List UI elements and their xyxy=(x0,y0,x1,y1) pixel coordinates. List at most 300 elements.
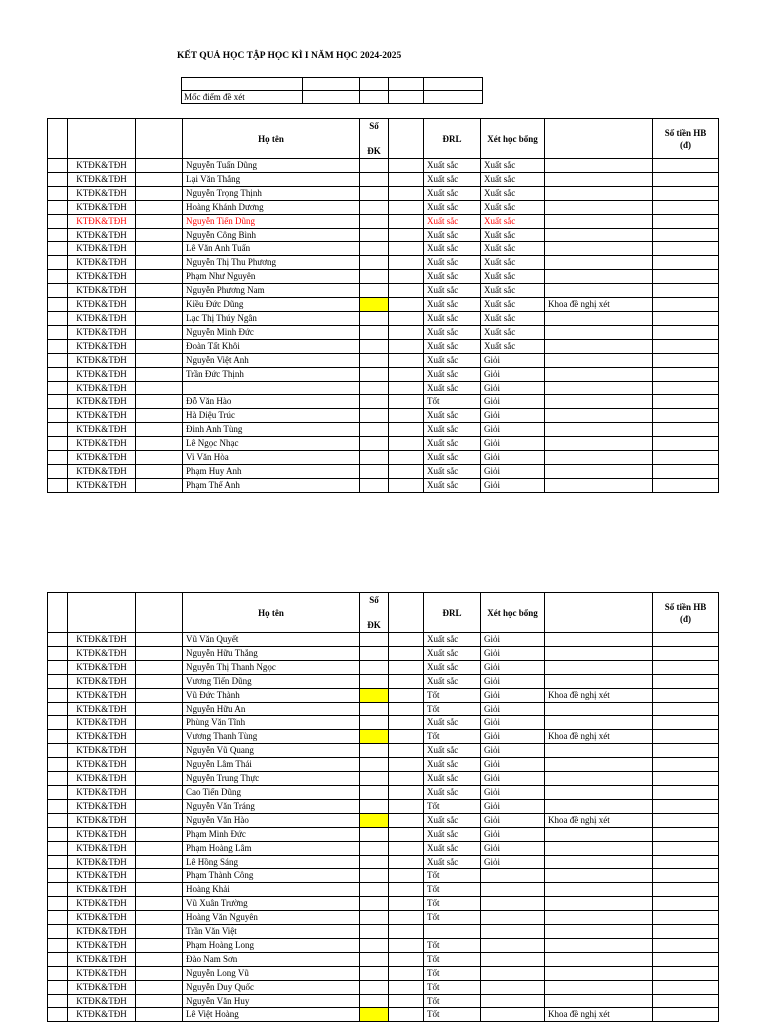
cell-lop: KTĐK&TĐH xyxy=(68,186,136,200)
cell-so-dk xyxy=(360,702,389,716)
cell-blank xyxy=(136,381,183,395)
cell-stt xyxy=(48,478,68,492)
cell-stt xyxy=(48,409,68,423)
cell-lop: KTĐK&TĐH xyxy=(68,758,136,772)
cell-stt xyxy=(48,200,68,214)
cell-so-dk xyxy=(360,353,389,367)
table-row xyxy=(48,994,719,1008)
cell-xet-hoc-bong xyxy=(481,966,545,980)
cell-ho-ten: Đỗ Văn Hào xyxy=(183,395,360,409)
header-so-tien-hb-line2: (đ) xyxy=(680,139,691,150)
cell-xet-hoc-bong: Giỏi xyxy=(481,464,545,478)
table-row xyxy=(48,911,719,925)
cell-blank xyxy=(389,633,424,647)
cell-blank xyxy=(389,813,424,827)
table-row xyxy=(48,674,719,688)
cell-drl: Xuất sắc xyxy=(424,242,481,256)
cell-so-tien-hb xyxy=(653,381,719,395)
cell-ho-ten: Nguyễn Tiến Dũng xyxy=(183,214,360,228)
cell-xet-hoc-bong: Giỏi xyxy=(481,423,545,437)
cell-ghi-chu xyxy=(545,409,653,423)
cell-ho-ten: Hoàng Khải xyxy=(183,883,360,897)
cell-so-tien-hb xyxy=(653,339,719,353)
cell-so-dk xyxy=(360,744,389,758)
cell-ghi-chu xyxy=(545,897,653,911)
criteria-table xyxy=(181,77,483,104)
table-row xyxy=(48,966,719,980)
cell-xet-hoc-bong: Xuất sắc xyxy=(481,242,545,256)
cell-stt xyxy=(48,966,68,980)
criteria-label: Mốc điểm đề xét xyxy=(182,91,303,104)
cell-blank xyxy=(136,813,183,827)
header-so-dk-line2: ĐK xyxy=(367,146,381,156)
cell-blank xyxy=(389,772,424,786)
cell-blank xyxy=(389,730,424,744)
cell-lop: KTĐK&TĐH xyxy=(68,744,136,758)
cell-drl: Tốt xyxy=(424,869,481,883)
cell-ho-ten: Hoàng Khánh Dương xyxy=(183,200,360,214)
cell-lop: KTĐK&TĐH xyxy=(68,200,136,214)
cell-lop: KTĐK&TĐH xyxy=(68,159,136,173)
table-row xyxy=(48,423,719,437)
cell-blank xyxy=(136,1008,183,1022)
cell-so-tien-hb xyxy=(653,758,719,772)
cell-blank xyxy=(136,758,183,772)
cell-blank xyxy=(136,325,183,339)
cell-drl: Tốt xyxy=(424,702,481,716)
cell-so-tien-hb xyxy=(653,464,719,478)
cell-lop: KTĐK&TĐH xyxy=(68,938,136,952)
cell-lop: KTĐK&TĐH xyxy=(68,911,136,925)
cell-xet-hoc-bong: Xuất sắc xyxy=(481,284,545,298)
cell-lop: KTĐK&TĐH xyxy=(68,660,136,674)
cell-so-dk xyxy=(360,284,389,298)
table-row xyxy=(48,633,719,647)
cell-so-tien-hb xyxy=(653,897,719,911)
cell-lop: KTĐK&TĐH xyxy=(68,716,136,730)
table-row xyxy=(48,172,719,186)
cell-blank xyxy=(136,409,183,423)
cell-so-dk xyxy=(360,730,389,744)
cell-xet-hoc-bong: Giỏi xyxy=(481,702,545,716)
cell-blank xyxy=(136,172,183,186)
cell-blank xyxy=(389,869,424,883)
cell-blank xyxy=(389,994,424,1008)
cell-lop: KTĐK&TĐH xyxy=(68,284,136,298)
cell-xet-hoc-bong: Giỏi xyxy=(481,855,545,869)
cell-stt xyxy=(48,994,68,1008)
cell-so-tien-hb xyxy=(653,395,719,409)
cell-lop: KTĐK&TĐH xyxy=(68,925,136,939)
cell-ho-ten: Nguyễn Vũ Quang xyxy=(183,744,360,758)
cell-drl: Xuất sắc xyxy=(424,772,481,786)
cell-ho-ten: Nguyễn Hữu Thắng xyxy=(183,646,360,660)
cell-xet-hoc-bong xyxy=(481,938,545,952)
cell-ho-ten: Vũ Đức Thành xyxy=(183,688,360,702)
cell-ho-ten: Trần Đức Thịnh xyxy=(183,367,360,381)
cell-ghi-chu: Khoa đề nghị xét xyxy=(545,1008,653,1022)
cell-ghi-chu: Khoa đề nghị xét xyxy=(545,813,653,827)
table-row xyxy=(48,938,719,952)
cell-lop: KTĐK&TĐH xyxy=(68,367,136,381)
table-row xyxy=(48,660,719,674)
cell-so-tien-hb xyxy=(653,827,719,841)
cell-lop: KTĐK&TĐH xyxy=(68,646,136,660)
cell-so-dk xyxy=(360,159,389,173)
cell-lop: KTĐK&TĐH xyxy=(68,451,136,465)
cell-so-tien-hb xyxy=(653,716,719,730)
cell-xet-hoc-bong: Giỏi xyxy=(481,478,545,492)
cell-ghi-chu xyxy=(545,381,653,395)
cell-so-dk xyxy=(360,186,389,200)
cell-ho-ten: Vi Văn Hòa xyxy=(183,451,360,465)
cell-blank xyxy=(389,688,424,702)
cell-so-dk xyxy=(360,172,389,186)
header-so-dk xyxy=(360,593,389,633)
table-row xyxy=(48,702,719,716)
cell-ho-ten: Nguyễn Thị Thanh Ngọc xyxy=(183,660,360,674)
cell-ho-ten: Nguyễn Việt Anh xyxy=(183,353,360,367)
cell-blank xyxy=(136,228,183,242)
cell-lop: KTĐK&TĐH xyxy=(68,270,136,284)
cell-ghi-chu xyxy=(545,785,653,799)
cell-so-dk xyxy=(360,1008,389,1022)
cell-lop: KTĐK&TĐH xyxy=(68,1008,136,1022)
cell-so-tien-hb xyxy=(653,186,719,200)
cell-lop: KTĐK&TĐH xyxy=(68,395,136,409)
table-row xyxy=(48,744,719,758)
cell-so-tien-hb xyxy=(653,646,719,660)
header-lop xyxy=(68,593,136,633)
table-row xyxy=(48,758,719,772)
table-row xyxy=(48,284,719,298)
cell-ho-ten: Nguyễn Văn Tráng xyxy=(183,799,360,813)
cell-ghi-chu xyxy=(545,841,653,855)
cell xyxy=(360,91,389,104)
cell-ho-ten: Lê Việt Hoàng xyxy=(183,1008,360,1022)
cell-drl: Xuất sắc xyxy=(424,674,481,688)
cell-drl: Xuất sắc xyxy=(424,464,481,478)
cell-blank xyxy=(136,339,183,353)
cell-blank xyxy=(389,660,424,674)
header-xet-hoc-bong: Xét học bổng xyxy=(481,119,545,159)
table-row xyxy=(48,785,719,799)
table-row xyxy=(48,325,719,339)
cell-blank xyxy=(389,172,424,186)
cell-blank xyxy=(136,869,183,883)
cell-stt xyxy=(48,702,68,716)
cell-so-tien-hb xyxy=(653,660,719,674)
cell-ho-ten: Nguyễn Minh Đức xyxy=(183,325,360,339)
cell-lop: KTĐK&TĐH xyxy=(68,339,136,353)
cell-ho-ten: Nguyễn Trung Thực xyxy=(183,772,360,786)
cell-stt xyxy=(48,897,68,911)
cell-stt xyxy=(48,827,68,841)
cell-blank xyxy=(389,325,424,339)
cell-so-tien-hb xyxy=(653,869,719,883)
cell-blank xyxy=(389,980,424,994)
cell-ho-ten: Nguyễn Tuấn Dũng xyxy=(183,159,360,173)
cell-blank xyxy=(136,841,183,855)
document-title: KẾT QUẢ HỌC TẬP HỌC KÌ I NĂM HỌC 2024-2025 xyxy=(177,51,402,61)
cell-blank xyxy=(136,730,183,744)
cell-ghi-chu xyxy=(545,674,653,688)
cell-xet-hoc-bong xyxy=(481,980,545,994)
cell-ghi-chu xyxy=(545,395,653,409)
cell-drl: Xuất sắc xyxy=(424,633,481,647)
cell-blank xyxy=(136,785,183,799)
cell-drl: Tốt xyxy=(424,1008,481,1022)
cell-so-dk xyxy=(360,256,389,270)
header-so-dk-line1: Số xyxy=(369,121,379,131)
cell-stt xyxy=(48,256,68,270)
cell-blank xyxy=(136,311,183,325)
table-row xyxy=(48,256,719,270)
cell-blank xyxy=(389,938,424,952)
cell-so-tien-hb xyxy=(653,785,719,799)
cell-so-tien-hb xyxy=(653,772,719,786)
cell-drl: Tốt xyxy=(424,980,481,994)
cell-blank xyxy=(389,423,424,437)
cell-stt xyxy=(48,214,68,228)
cell-ho-ten: Phạm Thế Anh xyxy=(183,478,360,492)
cell-drl: Tốt xyxy=(424,730,481,744)
cell-so-tien-hb xyxy=(653,353,719,367)
cell-xet-hoc-bong: Giỏi xyxy=(481,381,545,395)
cell-blank xyxy=(136,883,183,897)
cell-stt xyxy=(48,716,68,730)
header-so-tien-hb-line1: Số tiền HB xyxy=(664,127,707,138)
header-lop xyxy=(68,119,136,159)
cell-xet-hoc-bong: Giỏi xyxy=(481,813,545,827)
cell-ghi-chu xyxy=(545,925,653,939)
cell-blank xyxy=(136,159,183,173)
table-row xyxy=(48,437,719,451)
cell-xet-hoc-bong: Giỏi xyxy=(481,660,545,674)
cell-blank xyxy=(389,298,424,312)
cell-xet-hoc-bong: Giỏi xyxy=(481,409,545,423)
table-row xyxy=(48,270,719,284)
cell-xet-hoc-bong xyxy=(481,994,545,1008)
cell-drl: Xuất sắc xyxy=(424,478,481,492)
cell-lop: KTĐK&TĐH xyxy=(68,172,136,186)
cell-ghi-chu xyxy=(545,437,653,451)
cell-so-dk xyxy=(360,367,389,381)
cell-blank xyxy=(389,758,424,772)
cell-so-dk xyxy=(360,758,389,772)
cell-ghi-chu: Khoa đề nghị xét xyxy=(545,298,653,312)
cell-drl: Xuất sắc xyxy=(424,256,481,270)
cell-so-tien-hb xyxy=(653,674,719,688)
cell-blank xyxy=(389,242,424,256)
cell-so-dk xyxy=(360,938,389,952)
cell-ho-ten: Nguyễn Duy Quốc xyxy=(183,980,360,994)
cell-xet-hoc-bong: Giỏi xyxy=(481,674,545,688)
cell-lop: KTĐK&TĐH xyxy=(68,633,136,647)
cell-ghi-chu xyxy=(545,702,653,716)
cell-so-tien-hb xyxy=(653,688,719,702)
header-blank xyxy=(389,119,424,159)
cell xyxy=(182,78,303,91)
cell-ghi-chu xyxy=(545,367,653,381)
cell-ghi-chu xyxy=(545,758,653,772)
cell-ho-ten: Phùng Văn Tĩnh xyxy=(183,716,360,730)
cell xyxy=(389,78,424,91)
cell-lop: KTĐK&TĐH xyxy=(68,785,136,799)
cell-ho-ten: Lê Hồng Sáng xyxy=(183,855,360,869)
cell-lop: KTĐK&TĐH xyxy=(68,311,136,325)
cell-ghi-chu xyxy=(545,464,653,478)
cell-blank xyxy=(136,437,183,451)
table-row xyxy=(48,464,719,478)
cell-ho-ten: Hà Diệu Trúc xyxy=(183,409,360,423)
cell-blank xyxy=(389,883,424,897)
cell-drl: Xuất sắc xyxy=(424,200,481,214)
cell-so-dk xyxy=(360,799,389,813)
cell-xet-hoc-bong xyxy=(481,883,545,897)
cell-lop: KTĐK&TĐH xyxy=(68,674,136,688)
cell-blank xyxy=(136,464,183,478)
cell-drl: Tốt xyxy=(424,395,481,409)
cell-drl: Xuất sắc xyxy=(424,660,481,674)
cell-xet-hoc-bong: Xuất sắc xyxy=(481,159,545,173)
table-row xyxy=(48,298,719,312)
cell-blank xyxy=(136,660,183,674)
cell-stt xyxy=(48,381,68,395)
cell-so-dk xyxy=(360,827,389,841)
cell-xet-hoc-bong: Giỏi xyxy=(481,367,545,381)
cell-ghi-chu xyxy=(545,423,653,437)
cell-ho-ten: Phạm Thành Công xyxy=(183,869,360,883)
cell-ho-ten: Hoàng Văn Nguyên xyxy=(183,911,360,925)
cell-so-dk xyxy=(360,270,389,284)
cell-ho-ten: Đoàn Tất Khôi xyxy=(183,339,360,353)
cell-blank xyxy=(389,284,424,298)
cell-stt xyxy=(48,799,68,813)
cell-so-dk xyxy=(360,911,389,925)
table-header-row xyxy=(48,119,719,159)
cell-lop: KTĐK&TĐH xyxy=(68,952,136,966)
header-drl: ĐRL xyxy=(424,119,481,159)
cell-xet-hoc-bong: Giỏi xyxy=(481,827,545,841)
cell-lop: KTĐK&TĐH xyxy=(68,897,136,911)
cell-ghi-chu xyxy=(545,869,653,883)
cell-blank xyxy=(389,256,424,270)
cell-xet-hoc-bong xyxy=(481,911,545,925)
cell-so-dk xyxy=(360,994,389,1008)
cell-so-dk xyxy=(360,897,389,911)
table-row xyxy=(48,688,719,702)
cell-drl: Tốt xyxy=(424,952,481,966)
cell-blank xyxy=(389,925,424,939)
cell-blank xyxy=(389,214,424,228)
cell-ho-ten: Vũ Văn Quyết xyxy=(183,633,360,647)
cell-drl: Tốt xyxy=(424,994,481,1008)
cell-ho-ten: Nguyễn Trọng Thịnh xyxy=(183,186,360,200)
cell-xet-hoc-bong xyxy=(481,925,545,939)
header-blank xyxy=(389,593,424,633)
cell-ghi-chu xyxy=(545,256,653,270)
cell-ghi-chu xyxy=(545,952,653,966)
cell-lop: KTĐK&TĐH xyxy=(68,478,136,492)
cell xyxy=(303,78,360,91)
cell-stt xyxy=(48,437,68,451)
cell-ghi-chu xyxy=(545,270,653,284)
cell-so-dk xyxy=(360,785,389,799)
cell-stt xyxy=(48,813,68,827)
header-so-dk-line1: Số xyxy=(369,595,379,605)
cell-lop: KTĐK&TĐH xyxy=(68,353,136,367)
cell-ghi-chu xyxy=(545,938,653,952)
cell-blank xyxy=(136,633,183,647)
table-row xyxy=(48,200,719,214)
cell-blank xyxy=(136,186,183,200)
cell-lop: KTĐK&TĐH xyxy=(68,298,136,312)
cell-stt xyxy=(48,451,68,465)
cell-xet-hoc-bong: Giỏi xyxy=(481,785,545,799)
cell-ghi-chu xyxy=(545,172,653,186)
cell-xet-hoc-bong: Giỏi xyxy=(481,633,545,647)
cell-stt xyxy=(48,284,68,298)
cell-ghi-chu xyxy=(545,799,653,813)
cell-stt xyxy=(48,311,68,325)
cell-so-tien-hb xyxy=(653,1008,719,1022)
cell-so-tien-hb xyxy=(653,298,719,312)
header-ghi-chu xyxy=(545,119,653,159)
cell-ghi-chu xyxy=(545,228,653,242)
cell-xet-hoc-bong: Xuất sắc xyxy=(481,256,545,270)
cell-drl: Tốt xyxy=(424,966,481,980)
cell-ho-ten: Vương Thanh Tùng xyxy=(183,730,360,744)
cell-so-tien-hb xyxy=(653,228,719,242)
cell-so-dk xyxy=(360,688,389,702)
cell-ho-ten xyxy=(183,381,360,395)
table-row xyxy=(48,869,719,883)
cell-ho-ten: Lại Văn Thắng xyxy=(183,172,360,186)
cell-ho-ten: Nguyễn Công Bình xyxy=(183,228,360,242)
cell-ghi-chu xyxy=(545,284,653,298)
cell-ho-ten: Vũ Xuân Trường xyxy=(183,897,360,911)
table-row xyxy=(48,395,719,409)
cell-ghi-chu xyxy=(545,200,653,214)
cell-so-dk xyxy=(360,646,389,660)
cell-so-tien-hb xyxy=(653,980,719,994)
cell-so-dk xyxy=(360,214,389,228)
cell-blank xyxy=(389,716,424,730)
cell-lop: KTĐK&TĐH xyxy=(68,214,136,228)
cell-so-dk xyxy=(360,841,389,855)
cell-ho-ten: Vương Tiến Dũng xyxy=(183,674,360,688)
table-row xyxy=(48,772,719,786)
cell-drl: Xuất sắc xyxy=(424,186,481,200)
cell-so-tien-hb xyxy=(653,855,719,869)
cell-blank xyxy=(136,925,183,939)
cell-drl: Xuất sắc xyxy=(424,353,481,367)
cell-ho-ten: Nguyễn Phương Nam xyxy=(183,284,360,298)
table-row xyxy=(48,159,719,173)
cell-blank xyxy=(389,451,424,465)
table-row xyxy=(48,883,719,897)
cell-blank xyxy=(389,1008,424,1022)
cell-drl: Tốt xyxy=(424,938,481,952)
cell-lop: KTĐK&TĐH xyxy=(68,381,136,395)
cell-stt xyxy=(48,242,68,256)
cell-drl: Xuất sắc xyxy=(424,423,481,437)
cell-blank xyxy=(389,395,424,409)
table-row xyxy=(48,214,719,228)
cell-so-dk xyxy=(360,966,389,980)
cell-stt xyxy=(48,674,68,688)
